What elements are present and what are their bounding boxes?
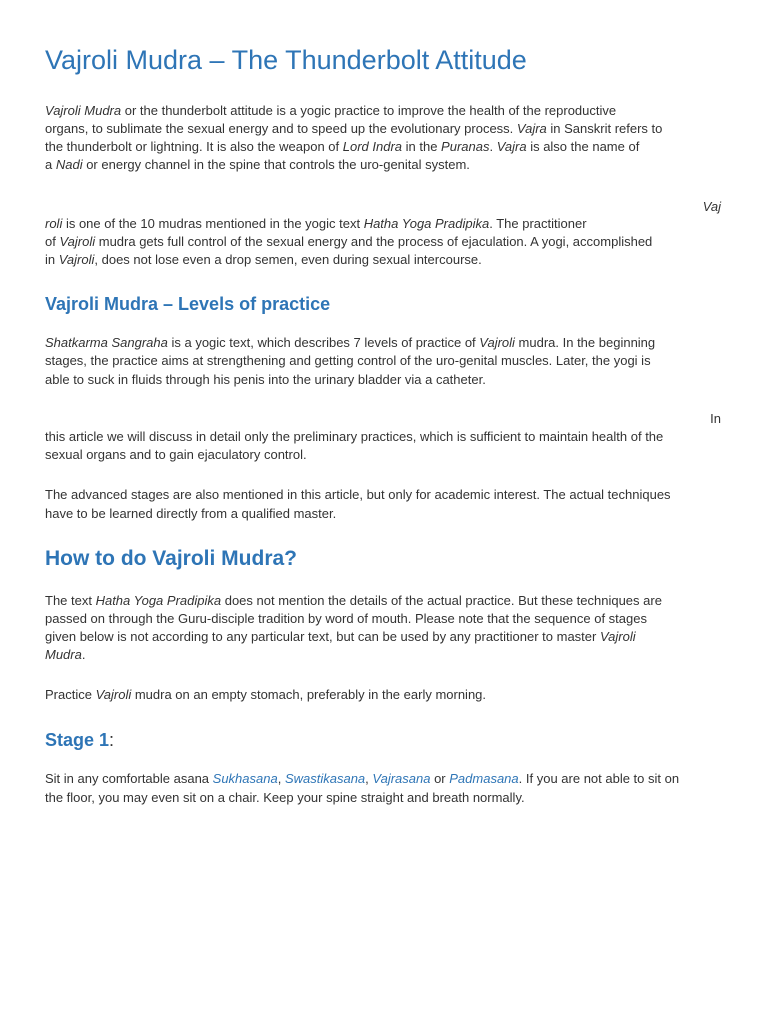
link-vajrasana[interactable]: Vajrasana (372, 771, 431, 786)
text-span: , does not lose even a drop semen, even during sexual intercourse. (94, 252, 482, 267)
text-span: in Sanskrit refers to (546, 121, 663, 136)
text-span: or (430, 771, 450, 786)
levels-line-4: In (710, 411, 721, 426)
para2-line-0 (703, 198, 721, 216)
intro-line-1 (45, 102, 616, 120)
term-lord-indra: Lord Indra (342, 139, 403, 154)
para2-line-1 (45, 215, 587, 233)
text-span: of (45, 234, 60, 249)
text-span: mudra gets full control of the sexual energy and the process of ejaculation. A yogi, accomplished (95, 234, 653, 249)
para2-line-3 (45, 251, 482, 269)
text-span: . If you are not able to sit on (518, 771, 680, 786)
text-span: , (365, 771, 373, 786)
term-vaj: Vaj (702, 199, 721, 214)
levels-line-6: sexual organs and to gain ejaculatory control. (45, 447, 307, 462)
text-span: the thunderbolt or lightning. It is also the weapon of (45, 139, 343, 154)
section-heading-stage-1 (45, 728, 114, 752)
term-vajroli: Vajroli (95, 687, 132, 702)
term-shatkarma-sangraha: Shatkarma Sangraha (45, 335, 168, 350)
text-span: mudra on an empty stomach, preferably in the early morning. (131, 687, 487, 702)
term-vajroli: Vajroli (59, 234, 96, 249)
term-vajroli: Vajroli (58, 252, 95, 267)
advanced-line-2: have to be learned directly from a qualified master. (45, 506, 337, 521)
text-span: is one of the 10 mudras mentioned in the yogic text (62, 216, 364, 231)
text-span: given below is not according to any particular text, but can be used by any practitioner to master (45, 629, 600, 644)
term-vajroli: Vajroli (479, 335, 515, 350)
text-span: a (45, 157, 56, 172)
term-vajra: Vajra (496, 139, 527, 154)
practice-line (45, 686, 486, 704)
link-sukhasana[interactable]: Sukhasana (212, 771, 278, 786)
term-hatha-yoga-pradipika: Hatha Yoga Pradipika (363, 216, 490, 231)
term-vajroli-mudra: Vajroli Mudra (45, 103, 122, 118)
text-span: . The practitioner (489, 216, 587, 231)
para2-line-2 (45, 233, 652, 251)
text-span: or the thunderbolt attitude is a yogic practice to improve the health of the reproductive (121, 103, 617, 118)
text-span: mudra. In the beginning (514, 335, 656, 350)
levels-line-2: stages, the practice aims at strengthening and getting control of the uro-genital muscles. Later, the yogi is (45, 353, 651, 368)
text-span: The text (45, 593, 96, 608)
section-heading-levels: Vajroli Mudra – Levels of practice (45, 294, 331, 314)
text-span: does not mention the details of the actual practice. But these techniques are (221, 593, 662, 608)
term-nadi: Nadi (55, 157, 83, 172)
advanced-line-1: The advanced stages are also mentioned in this article, but only for academic interest. The actual techniques (45, 487, 671, 502)
levels-line-5: this article we will discuss in detail only the preliminary practices, which is sufficient to maintain health of the (45, 429, 664, 444)
levels-line-3: able to suck in fluids through his penis into the urinary bladder via a catheter. (45, 372, 486, 387)
text-span: , (277, 771, 285, 786)
stage-1-colon: : (109, 730, 115, 750)
howto-line-4 (45, 646, 85, 664)
intro-line-4 (45, 156, 470, 174)
levels-line-1 (45, 334, 655, 352)
text-span: or energy channel in the spine that controls the uro-genital system. (82, 157, 470, 172)
term-puranas: Puranas (441, 139, 490, 154)
term-vajra: Vajra (516, 121, 547, 136)
howto-line-1 (45, 592, 662, 610)
howto-line-2: passed on through the Guru-disciple tradition by word of mouth. Please note that the sequence of stages (45, 611, 647, 626)
text-span: in (45, 252, 59, 267)
text-span: Practice (45, 687, 96, 702)
text-span: in the (402, 139, 442, 154)
text-span: Sit in any comfortable asana (45, 771, 213, 786)
intro-line-3 (45, 138, 639, 156)
howto-line-3 (45, 628, 636, 646)
text-span: is also the name of (526, 139, 640, 154)
link-padmasana[interactable]: Padmasana (449, 771, 519, 786)
text-span: is a yogic text, which describes 7 levels of practice of (167, 335, 480, 350)
term-mudra: Mudra (45, 647, 82, 662)
stage-1-label: Stage 1 (45, 730, 110, 750)
section-heading-howto: How to do Vajroli Mudra? (45, 547, 297, 570)
text-span: . (489, 139, 497, 154)
text-span: . (81, 647, 86, 662)
stage1-line-2: the floor, you may even sit on a chair. Keep your spine straight and breath normally. (45, 790, 525, 805)
intro-line-2 (45, 120, 662, 138)
link-swastikasana[interactable]: Swastikasana (284, 771, 366, 786)
term-roli: roli (45, 216, 63, 231)
page-title: Vajroli Mudra – The Thunderbolt Attitude (45, 45, 527, 75)
text-span: organs, to sublimate the sexual energy and to speed up the evolutionary process. (45, 121, 517, 136)
term-hatha-yoga-pradipika: Hatha Yoga Pradipika (95, 593, 222, 608)
stage1-line-1 (45, 770, 679, 788)
term-vajroli: Vajroli (599, 629, 636, 644)
